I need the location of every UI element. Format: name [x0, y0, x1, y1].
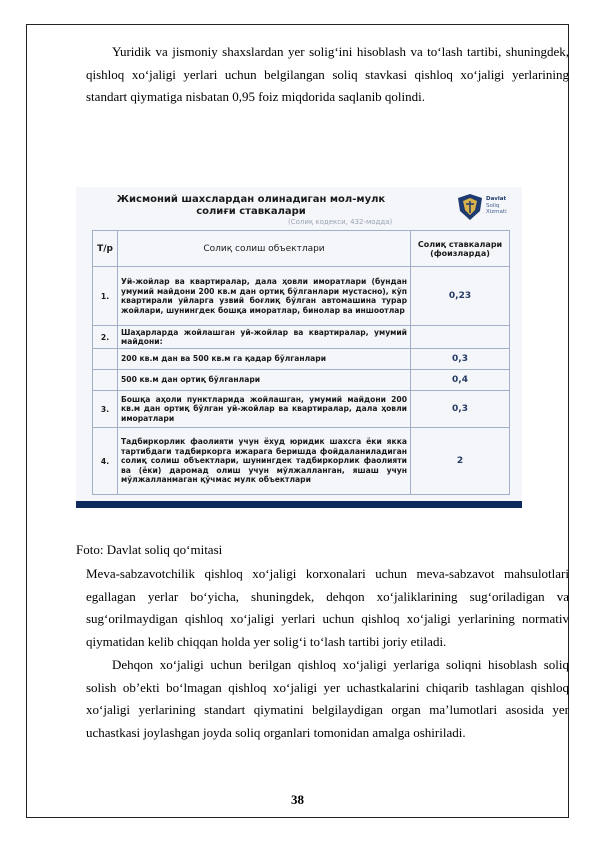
table-row: 2. Шаҳарларда жойлашган уй-жойлар ва квартиралар, умумий майдони:: [93, 326, 510, 349]
table-row: 200 кв.м дан ва 500 кв.м га қадар бўлганлари 0,3: [93, 349, 510, 370]
header-rate: Солиқ ставкалари (фоизларда): [411, 231, 510, 267]
table-row: 500 кв.м дан ортиқ бўлганлари 0,4: [93, 370, 510, 391]
table-row: 1. Уй-жойлар ва квартиралар, дала ҳовли иморатлари (бундан умумий майдони 200 кв.м дан ортиқ бўлганлари мустасно), кўп квартирали уйларга узвий боғлиқ бўлган автомашина турар жойлари, шунингдек бошқа иморатлар, бинолар ва иншоотлар 0,23: [93, 267, 510, 326]
infographic-title: Жисмоний шахслардан олинадиган мол-мулк солиғи ставкалари: [116, 194, 386, 217]
tax-rates-infographic: [76, 187, 522, 508]
header-num: Т/р: [93, 231, 118, 267]
tax-rates-table: [92, 230, 510, 495]
davlat-soliq-logo: [455, 191, 517, 227]
photo-caption: Foto: Davlat soliq qo‘mitasi: [76, 542, 223, 557]
paragraph-3: Dehqon xo‘jaligi uchun berilgan qishloq xo‘jaligi yerlariga soliqni hisoblash soliq solish ob’ekti bo‘lmagan qishloq xo‘jaligi yer uchastkalarini chiqarib tashlagan qishloq xo‘jaligi yerlarining standart qiymatini belgilaydigan organ ma’lumotlari asosida yer uchastkasi joylashgan joyda soliq organlari tomonidan amalga oshiriladi.: [86, 657, 569, 740]
header-object: Солиқ солиш объектлари: [118, 231, 411, 267]
page-number: 38: [291, 792, 304, 807]
paragraph-1: Yuridik va jismoniy shaxslardan yer solig‘ini hisoblash va to‘lash tartibi, shuningdek, qishloq xo‘jaligi yerlari uchun belgilangan soliq stavkasi qishloq xo‘jaligi yerlarining standart qiymatiga nisbatan 0,95 foiz miqdorida saqlanib qolindi.: [86, 44, 569, 105]
table-header-row: [93, 231, 510, 267]
table-row: 4. Тадбиркорлик фаолияти учун ёхуд юридик шахсга ёки якка тартибдаги тадбиркорга ижарага беришда фойдаланиладиган солиқ солиш объектлари, шунингдек тадбиркорлик фаолияти ва (ёки) даромад олиш учун мўлжалланган, яшаш учун мўлжалланмаган қўчмас мулк объектлари 2: [93, 428, 510, 495]
infographic-subtitle: (Солиқ кодекси, 432-модда): [288, 218, 393, 226]
logo-text: Davlat Soliq Xizmati: [486, 196, 507, 215]
paragraph-2: Meva-sabzavotchilik qishloq xo‘jaligi korxonalari uchun meva-sabzavot mahsulotlari egallagan yerlar bo‘yicha, shuningdek, dehqon xo‘jaliklarining sug‘oriladigan va sug‘orilmaydigan qishloq xo‘jaligi yerlari uchun qishloq xo‘jaligi yerlarining normativ qiymatidan kelib chiqqan holda yer solig‘i to‘lash tartibi joriy etiladi.: [86, 566, 569, 649]
infographic-bottom-bar: [76, 501, 522, 508]
table-row: 3. Бошқа аҳоли пунктларида жойлашган, умумий майдони 200 кв.м дан ортиқ бўлган уй-жойлар ва квартиралар, дала ҳовли иморатлари 0,3: [93, 391, 510, 428]
eagle-emblem-icon: [455, 191, 485, 221]
